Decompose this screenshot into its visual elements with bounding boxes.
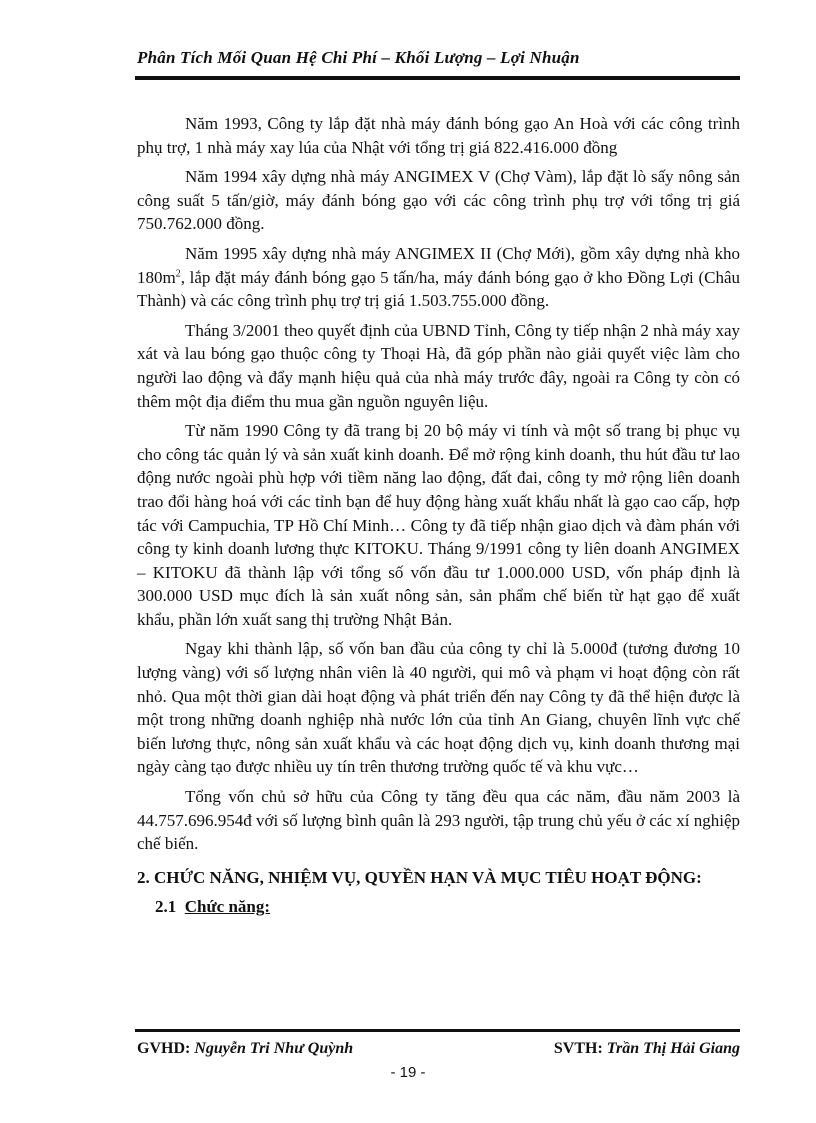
footer-svth [554,1040,740,1058]
paragraph-4: Tháng 3/2001 theo quyết định của UBND Tỉnh, Công ty tiếp nhận 2 nhà máy xay xát và lau bóng gạo thuộc công ty Thoại Hà, đã góp phần nào giải quyết việc làm cho người lao động và đẩy mạnh hiệu quả của nhà máy trước đây, ngoài ra Công ty còn có thêm một địa điểm thu mua gần nguồn nguyên liệu. [137,320,740,411]
subsection-number: 2.1 [155,897,177,917]
paragraph-3 [137,242,740,313]
paragraph-3-a: Năm 1995 xây dựng nhà máy ANGIMEX II (Chợ Mới), gồm xây dựng nhà kho 180m [137,243,740,287]
paragraph-3-b: , lắp đặt máy đánh bóng gạo 5 tấn/ha, máy đánh bóng gạo ở kho Đồng Lợi (Châu Thành) và các công trình phụ trợ trị giá 1.503.755.000 đồng. [137,267,740,311]
header-title: Phân Tích Mối Quan Hệ Chi Phí – Khối Lượng – Lợi Nhuận [137,48,580,67]
superscript: 2 [175,267,181,279]
paragraph-2: Năm 1994 xây dựng nhà máy ANGIMEX V (Chợ Vàm), lắp đặt lò sấy nông sản công suất 5 tấn/giờ, máy đánh bóng gạo với các công trình phụ trợ với tổng trị giá 750.762.000 đồng. [137,167,740,234]
page-number: - 19 - [390,1064,426,1081]
paragraph-6: Ngay khi thành lập, số vốn ban đầu của công ty chỉ là 5.000đ (tương đương 10 lượng vàng) với số lượng nhân viên là 40 người, qui mô và phạm vi hoạt động còn rất nhỏ. Qua một thời gian dài hoạt động và phát triển đến nay Công ty đã thể hiện được là một trong những doanh nghiệp nhà nước lớn của tỉnh An Giang, chuyên lĩnh vực chế biến lương thực, nông sản xuất khẩu và các hoạt động dịch vụ, kinh doanh thương mại ngày càng tạo được nhiều uy tín trên thương trường quốc tế và khu vực… [137,639,740,777]
footer-gvhd [137,1040,353,1058]
paragraph-5: Từ năm 1990 Công ty đã trang bị 20 bộ máy vi tính và một số trang bị phục vụ cho công tác quản lý và sản xuất kinh doanh. Để mở rộng kinh doanh, thu hút đầu tư lao động nước ngoài phù hợp với tiềm năng lao động, đất đai, công ty mở rộng liên doanh trao đổi hàng hoá với các tỉnh bạn để huy động hàng xuất khẩu nhất là gạo cao cấp, hợp tác với Campuchia, TP Hồ Chí Minh… Công ty đã tiếp nhận giao dịch và đàm phán với công ty kinh doanh lương thực KITOKU. Tháng 9/1991 công ty liên doanh ANGIMEX – KITOKU đã thành lập với tổng số vốn đầu tư 1.000.000 USD, vốn pháp định là 300.000 USD mục đích là sản xuất nông sản, sản phẩm chế biến từ hạt gạo để xuất khẩu, phần lớn xuất sang thị trường Nhật Bản. [137,421,740,629]
document-body [137,112,740,919]
header-rule [135,76,740,80]
gvhd-name: Nguyễn Tri Như Quỳnh [194,1040,354,1057]
gvhd-label: GVHD: [137,1040,191,1057]
paragraph-1: Năm 1993, Công ty lắp đặt nhà máy đánh bóng gạo An Hoà với các công trình phụ trợ, 1 nhà máy xay lúa của Nhật với tổng trị giá 822.416.000 đồng [137,114,740,157]
svth-name: Trần Thị Hải Giang [606,1040,740,1057]
paragraph-7: Tổng vốn chủ sở hữu của Công ty tăng đều qua các năm, đầu năm 2003 là 44.757.696.954đ với số lượng bình quân là 293 người, tập trung chủ yếu ở các xí nghiệp chế biến. [137,787,740,854]
svth-label: SVTH: [553,1040,603,1057]
section-heading: 2. CHỨC NĂNG, NHIỆM VỤ, QUYỀN HẠN VÀ MỤC TIÊU HOẠT ĐỘNG: [137,867,702,887]
subsection-heading [155,895,740,919]
footer-rule [135,1029,740,1032]
subsection-title: Chức năng: [184,897,271,917]
